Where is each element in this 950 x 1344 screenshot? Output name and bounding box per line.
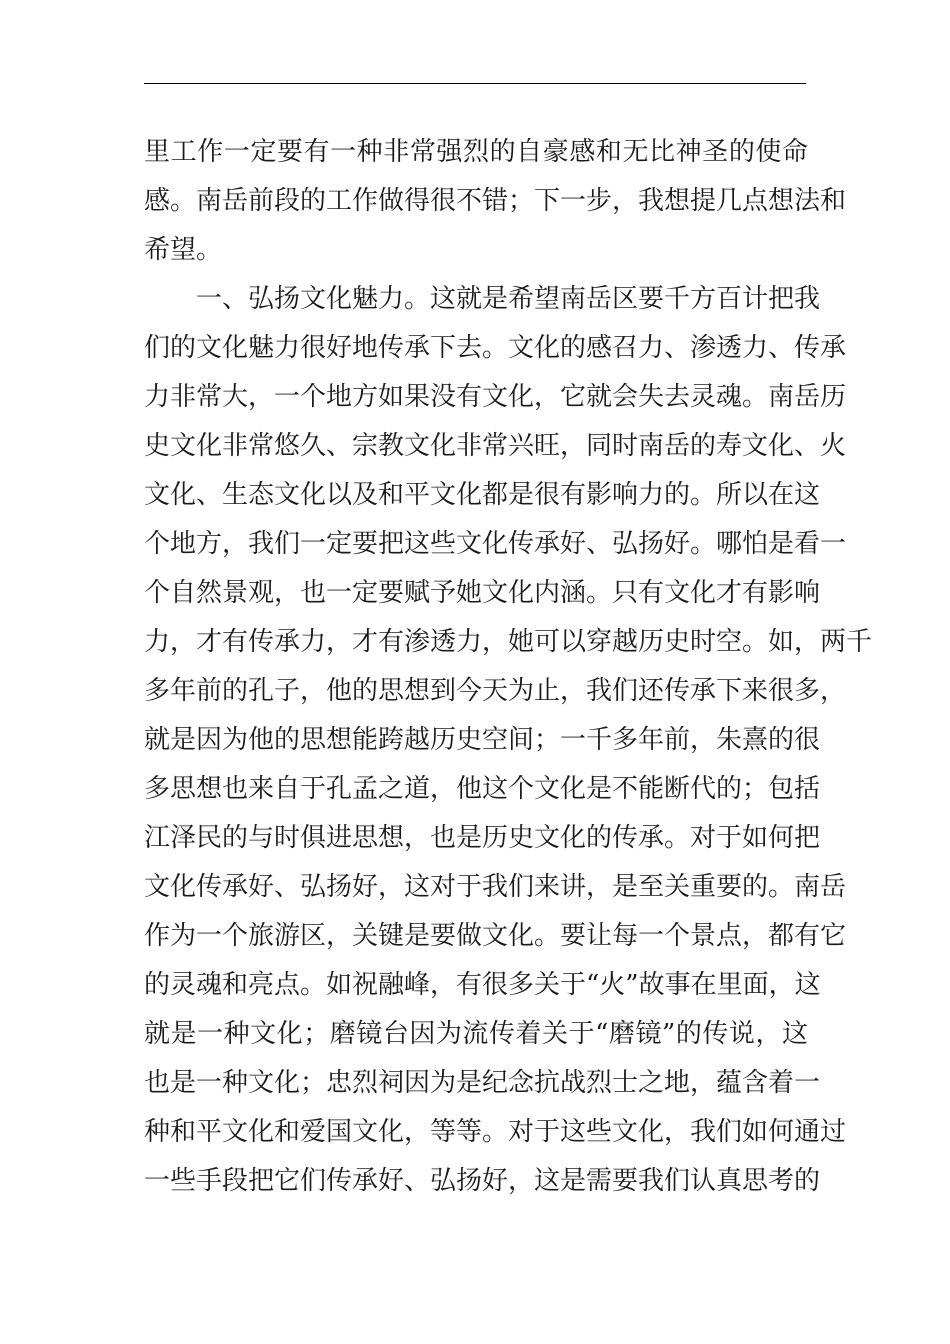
- text-line: 里工作一定要有一种非常强烈的自豪感和无比神圣的使命: [144, 137, 808, 167]
- text-line: 希望。: [144, 235, 223, 265]
- text-line: 文化、生态文化以及和平文化都是很有影响力的。所以在这: [144, 480, 821, 510]
- text-line: 也是一种文化；忠烈祠因为是纪念抗战烈士之地，蕴含着一: [144, 1068, 821, 1098]
- section-heading-line: 一、弘扬文化魅力。这就是希望南岳区要千方百计把我: [196, 284, 821, 314]
- text-line: 文化传承好、弘扬好，这对于我们来讲，是至关重要的。南岳: [144, 872, 847, 902]
- text-line: 个地方，我们一定要把这些文化传承好、弘扬好。哪怕是看一: [144, 529, 847, 559]
- text-line: 力，才有传承力，才有渗透力，她可以穿越历史时空。如，两千: [144, 627, 873, 657]
- text-line: 的灵魂和亮点。如祝融峰，有很多关于“火”故事在里面，这: [144, 970, 821, 1000]
- text-line: 就是一种文化；磨镜台因为流传着关于“磨镜”的传说，这: [144, 1019, 808, 1049]
- text-line: 力非常大，一个地方如果没有文化，它就会失去灵魂。南岳历: [144, 382, 847, 412]
- text-line: 多思想也来自于孔孟之道，他这个文化是不能断代的；包括: [144, 774, 821, 804]
- text-line: 多年前的孔子，他的思想到今天为止，我们还传承下来很多，: [144, 676, 847, 706]
- text-line: 们的文化魅力很好地传承下去。文化的感召力、渗透力、传承: [144, 333, 847, 363]
- text-line: 一些手段把它们传承好、弘扬好，这是需要我们认真思考的: [144, 1166, 821, 1196]
- text-line: 种和平文化和爱国文化，等等。对于这些文化，我们如何通过: [144, 1117, 847, 1147]
- document-body: [144, 128, 873, 1206]
- header-rule: [144, 83, 806, 84]
- text-line: 江泽民的与时俱进思想，也是历史文化的传承。对于如何把: [144, 823, 821, 853]
- text-line: 个自然景观，也一定要赋予她文化内涵。只有文化才有影响: [144, 578, 821, 608]
- text-line: 史文化非常悠久、宗教文化非常兴旺，同时南岳的寿文化、火: [144, 431, 847, 461]
- text-line: 感。南岳前段的工作做得很不错；下一步，我想提几点想法和: [144, 186, 847, 216]
- text-line: 就是因为他的思想能跨越历史空间；一千多年前，朱熹的很: [144, 725, 821, 755]
- text-line: 作为一个旅游区，关键是要做文化。要让每一个景点，都有它: [144, 921, 847, 951]
